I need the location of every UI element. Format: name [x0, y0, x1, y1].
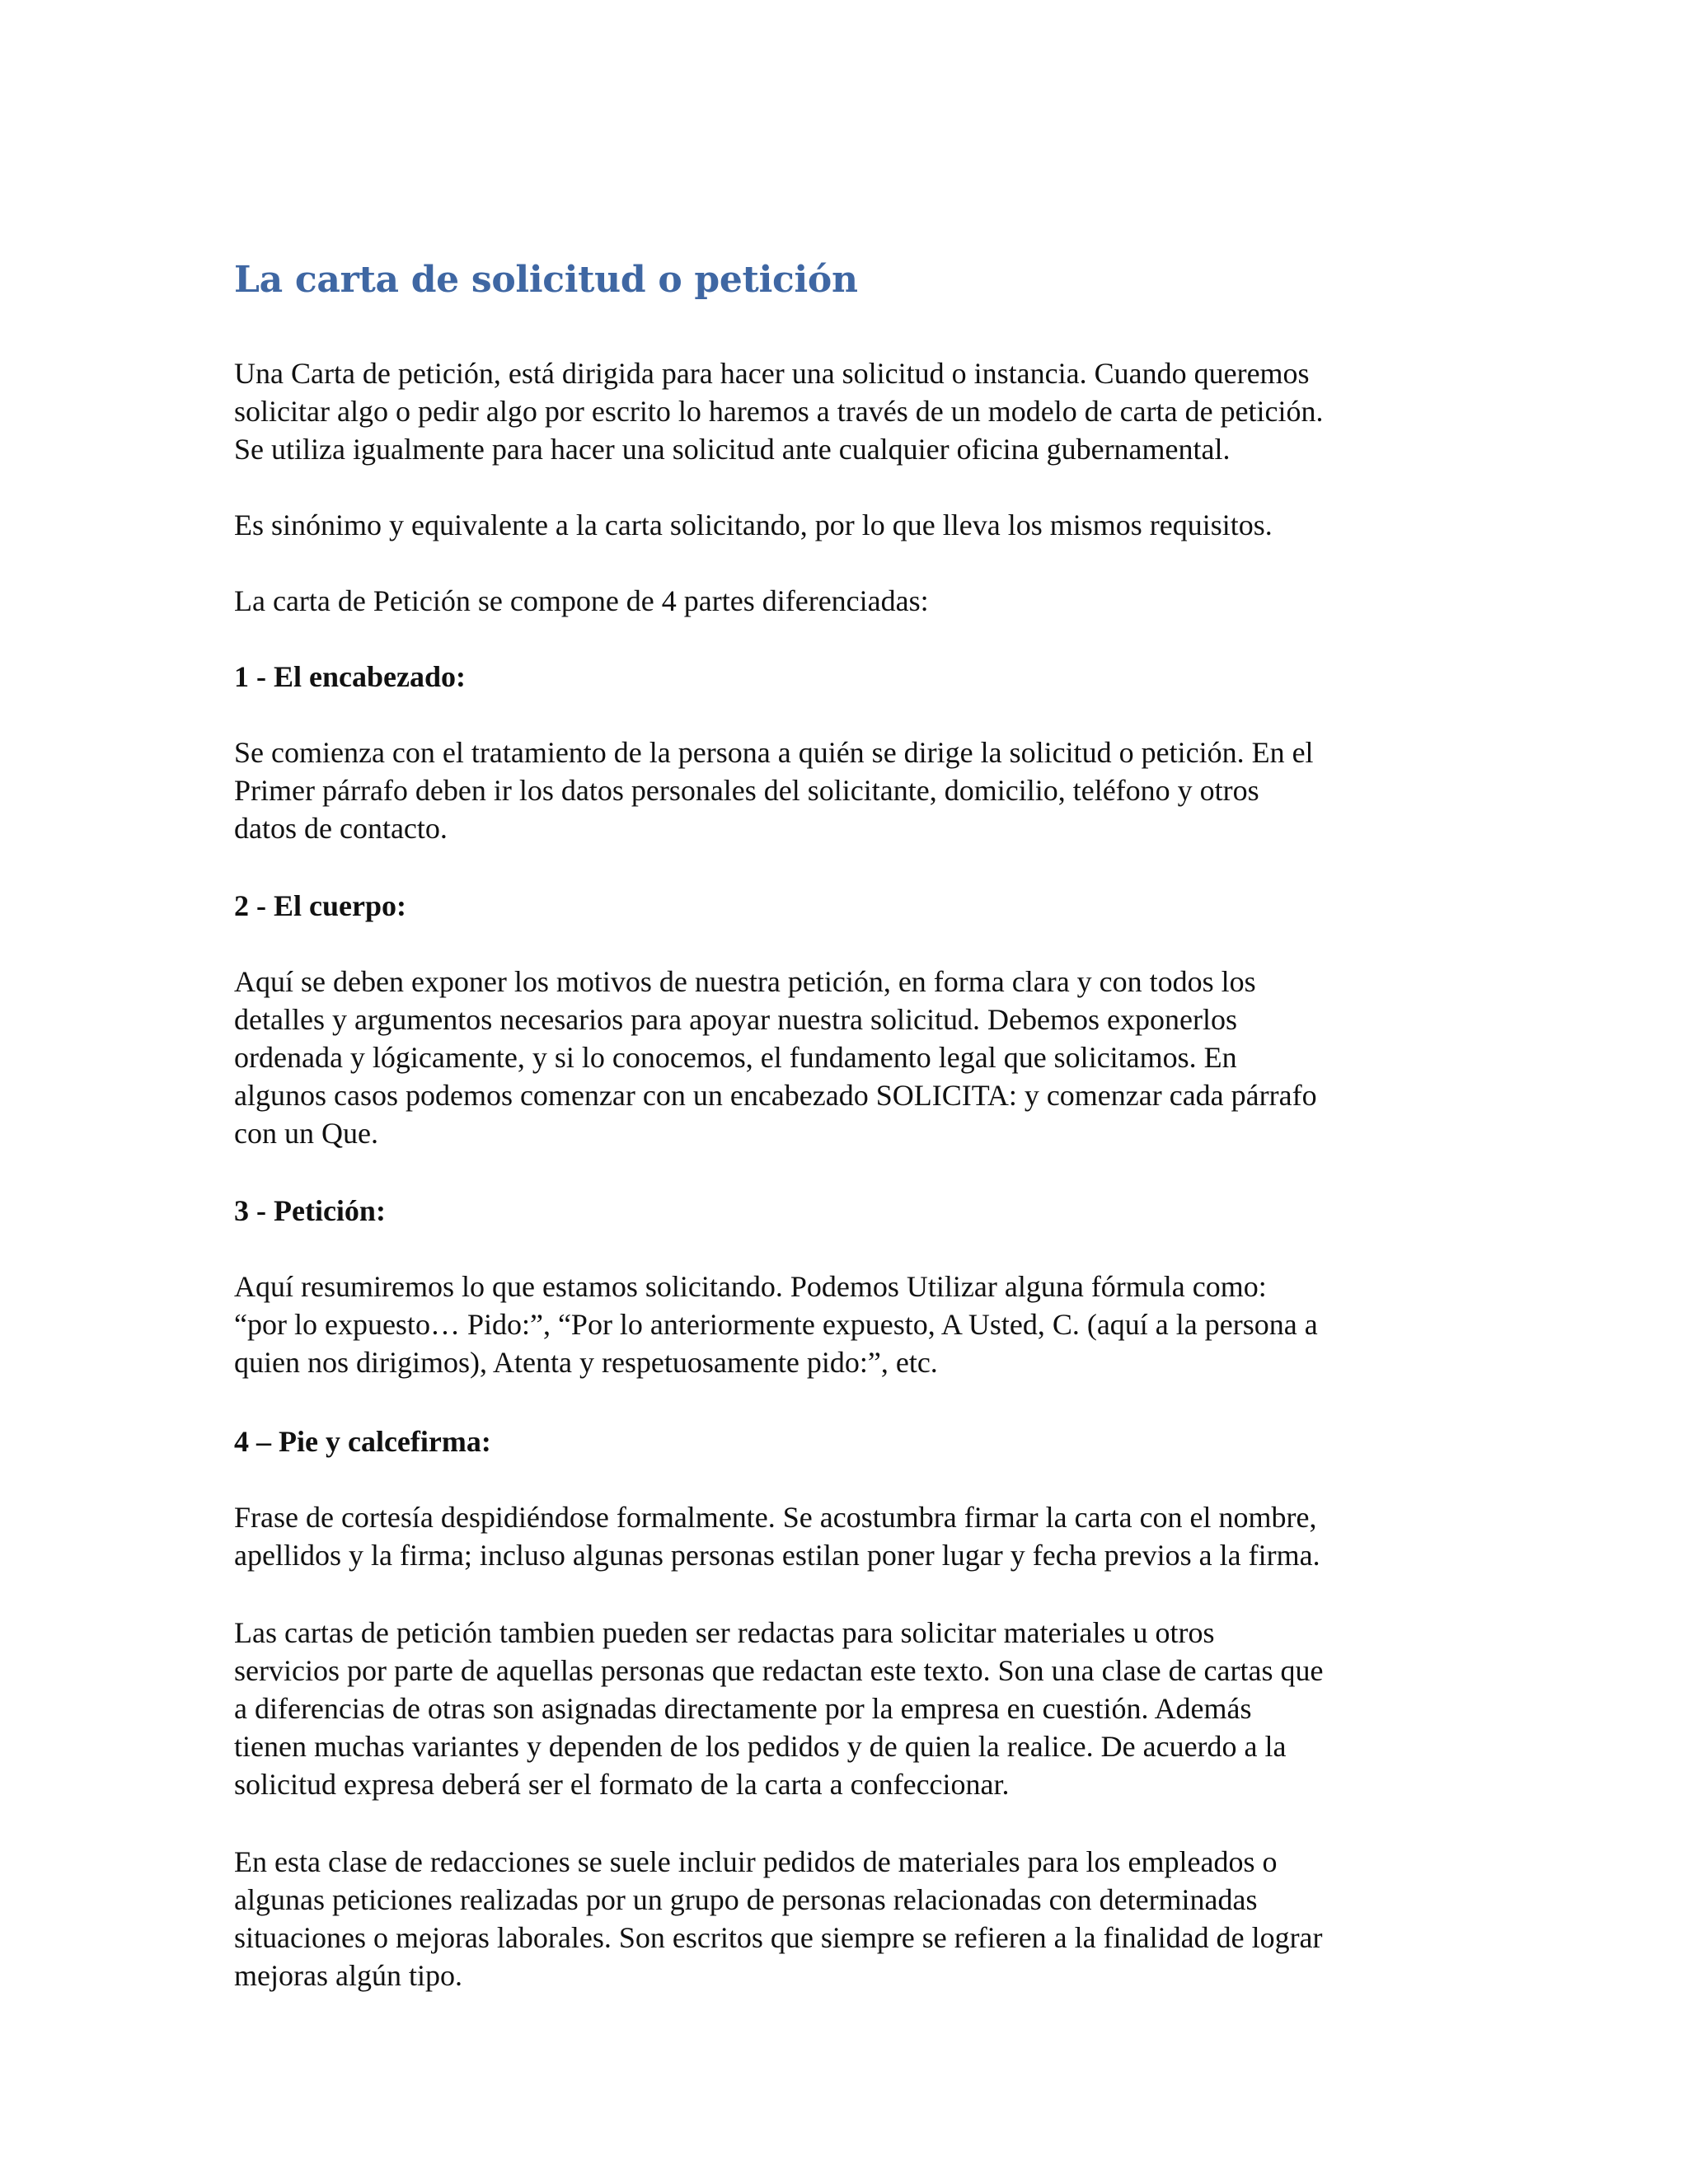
paragraph-synonym: [234, 506, 1470, 544]
text-line: solicitar algo o pedir algo por escrito lo haremos a través de un modelo de carta de petición.: [234, 395, 1324, 428]
text-line: a diferencias de otras son asignadas directamente por la empresa en cuestión. Además: [234, 1692, 1252, 1725]
text-line: detalles y argumentos necesarios para apoyar nuestra solicitud. Debemos exponerlos: [234, 1003, 1237, 1036]
text-line: algunos casos podemos comenzar con un encabezado SOLICITA: y comenzar cada párrafo: [234, 1079, 1317, 1112]
section-heading: 3 - Petición:: [234, 1194, 386, 1227]
text-line: Es sinónimo y equivalente a la carta solicitando, por lo que lleva los mismos requisitos.: [234, 509, 1273, 541]
text-line: Se utiliza igualmente para hacer una solicitud ante cualquier oficina gubernamental.: [234, 433, 1231, 466]
paragraph-closing: [234, 1843, 1470, 1994]
text-line: Frase de cortesía despidiéndose formalmente. Se acostumbra firmar la carta con el nombre,: [234, 1501, 1317, 1534]
text-line: solicitud expresa deberá ser el formato de la carta a confeccionar.: [234, 1768, 1010, 1801]
paragraph-body-description: [234, 963, 1470, 1152]
section-heading: 2 - El cuerpo:: [234, 889, 406, 922]
text-line: En esta clase de redacciones se suele incluir pedidos de materiales para los empleados o: [234, 1845, 1278, 1878]
text-line: Se comienza con el tratamiento de la persona a quién se dirige la solicitud o petición. En el: [234, 736, 1314, 769]
section-heading-4: [234, 1422, 1470, 1460]
paragraph-uses: [234, 1614, 1470, 1803]
text-line: con un Que.: [234, 1117, 378, 1150]
text-line: “por lo expuesto… Pido:”, “Por lo anteriormente expuesto, A Usted, C. (aquí a la persona a: [234, 1308, 1318, 1341]
paragraph-header-description: [234, 733, 1470, 847]
paragraph-intro: [234, 354, 1470, 468]
text-line: La carta de Petición se compone de 4 partes diferenciadas:: [234, 584, 929, 617]
section-heading: 1 - El encabezado:: [234, 660, 466, 693]
section-heading: 4 – Pie y calcefirma:: [234, 1425, 491, 1458]
text-line: ordenada y lógicamente, y si lo conocemos, el fundamento legal que solicitamos. En: [234, 1041, 1237, 1074]
paragraph-parts: [234, 582, 1470, 620]
text-line: Primer párrafo deben ir los datos personales del solicitante, domicilio, teléfono y otros: [234, 774, 1259, 807]
text-line: apellidos y la firma; incluso algunas personas estilan poner lugar y fecha previos a la firma.: [234, 1539, 1320, 1572]
text-line: algunas peticiones realizadas por un grupo de personas relacionadas con determinadas: [234, 1883, 1258, 1916]
section-heading-3: [234, 1192, 1470, 1230]
text-line: situaciones o mejoras laborales. Son escritos que siempre se refieren a la finalidad de lograr: [234, 1921, 1323, 1954]
text-line: Las cartas de petición tambien pueden ser redactas para solicitar materiales u otros: [234, 1616, 1215, 1649]
section-heading-2: [234, 887, 1470, 925]
text-line: servicios por parte de aquellas personas que redactan este texto. Son una clase de cartas que: [234, 1654, 1324, 1687]
text-line: Aquí se deben exponer los motivos de nuestra petición, en forma clara y con todos los: [234, 965, 1256, 998]
text-line: tienen muchas variantes y dependen de los pedidos y de quien la realice. De acuerdo a la: [234, 1730, 1287, 1763]
text-line: mejoras algún tipo.: [234, 1959, 462, 1992]
text-line: Aquí resumiremos lo que estamos solicitando. Podemos Utilizar alguna fórmula como:: [234, 1270, 1267, 1303]
text-line: datos de contacto.: [234, 812, 448, 845]
section-heading-1: [234, 658, 1470, 696]
text-line: quien nos dirigimos), Atenta y respetuosamente pido:”, etc.: [234, 1346, 938, 1379]
paragraph-petition-description: [234, 1268, 1470, 1381]
paragraph-footer-description: [234, 1498, 1470, 1574]
text-line: Una Carta de petición, está dirigida para hacer una solicitud o instancia. Cuando queremos: [234, 357, 1310, 390]
document-title: La carta de solicitud o petición: [234, 259, 858, 301]
